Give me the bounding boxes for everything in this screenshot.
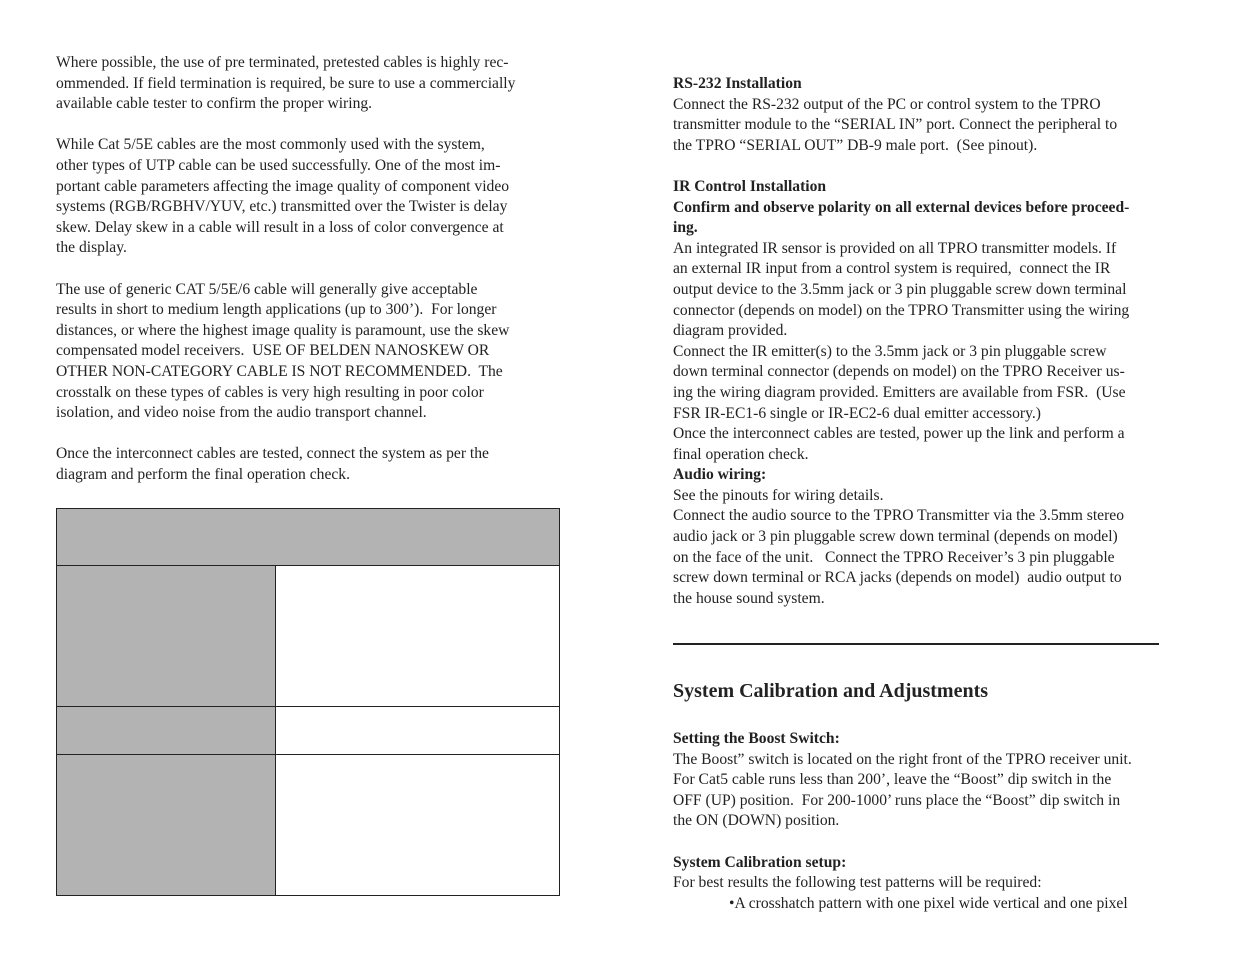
audio-heading: Audio wiring: bbox=[673, 466, 767, 484]
text-line: systems (RGB/RGBHV/YUV, etc.) transmitted over the Twister is delay bbox=[56, 198, 508, 216]
cable-spec-table bbox=[56, 508, 560, 896]
text-line: diagram and perform the final operation check. bbox=[56, 465, 350, 483]
table-row bbox=[57, 707, 559, 755]
text-line: See the pinouts for wiring details. bbox=[673, 486, 884, 504]
spacer bbox=[56, 115, 568, 136]
text-line: compensated model receivers. USE OF BELDEN NANOSKEW OR bbox=[56, 342, 490, 360]
ir-heading: IR Control Installation bbox=[673, 177, 827, 195]
text-line: OTHER NON-CATEGORY CABLE IS NOT RECOMMENDED. The bbox=[56, 362, 503, 380]
text-line: Connect the audio source to the TPRO Transmitter via the 3.5mm stereo bbox=[673, 507, 1125, 525]
table-row bbox=[57, 566, 559, 707]
text-line: Once the interconnect cables are tested, connect the system as per the bbox=[56, 445, 489, 463]
text-line: the ON (DOWN) position. bbox=[673, 812, 840, 830]
table-row bbox=[57, 755, 559, 895]
text-line: output device to the 3.5mm jack or 3 pin pluggable screw down terminal bbox=[673, 280, 1127, 298]
section-title: System Calibration and Adjustments bbox=[673, 680, 989, 702]
table-header bbox=[57, 509, 559, 566]
text-line: distances, or where the highest image quality is paramount, use the skew bbox=[56, 321, 510, 339]
text-line: on the face of the unit. Connect the TPRO Receiver’s 3 pin pluggable bbox=[673, 548, 1115, 566]
text-line: While Cat 5/5E cables are the most commonly used with the system, bbox=[56, 136, 485, 154]
audio-body bbox=[673, 486, 1183, 610]
text-line: The Boost” switch is located on the right front of the TPRO receiver unit. bbox=[673, 750, 1132, 768]
paragraph-cable-types bbox=[56, 135, 568, 259]
text-line: portant cable parameters affecting the image quality of component video bbox=[56, 177, 510, 195]
text-line: For best results the following test patterns will be required: bbox=[673, 874, 1042, 892]
text-line: audio jack or 3 pin pluggable screw down terminal (depends on model) bbox=[673, 528, 1118, 546]
text-line: Connect the IR emitter(s) to the 3.5mm jack or 3 pin pluggable screw bbox=[673, 342, 1107, 360]
horizontal-rule bbox=[673, 643, 1159, 645]
table-cell-label bbox=[57, 707, 276, 754]
text-line: OFF (UP) position. For 200-1000’ runs place the “Boost” dip switch in bbox=[673, 791, 1121, 809]
spacer bbox=[673, 832, 1183, 853]
text-line: crosstalk on these types of cables is very high resulting in poor color bbox=[56, 383, 484, 401]
calibration-heading: System Calibration setup: bbox=[673, 853, 847, 871]
table-cell-value bbox=[276, 707, 559, 754]
spacer bbox=[673, 156, 1183, 177]
ir-warning bbox=[673, 198, 1183, 239]
text-line: transmitter module to the “SERIAL IN” port. Connect the peripheral to bbox=[673, 116, 1118, 134]
text-line: down terminal connector (depends on model) on the TPRO Receiver us- bbox=[673, 363, 1125, 381]
ir-body bbox=[673, 239, 1183, 466]
table-cell-value bbox=[276, 566, 559, 706]
calibration-section bbox=[673, 729, 1183, 914]
text-line: an external IR input from a control system is required, connect the IR bbox=[673, 260, 1111, 278]
text-line: diagram provided. bbox=[673, 322, 788, 340]
text-line: FSR IR-EC1-6 single or IR-EC2-6 dual emitter accessory.) bbox=[673, 404, 1041, 422]
text-line: For Cat5 cable runs less than 200’, leave the “Boost” dip switch in the bbox=[673, 771, 1112, 789]
text-line: available cable tester to confirm the proper wiring. bbox=[56, 95, 373, 113]
text-line: The use of generic CAT 5/5E/6 cable will generally give acceptable bbox=[56, 280, 478, 298]
boost-body bbox=[673, 750, 1183, 832]
rs232-heading: RS-232 Installation bbox=[673, 75, 802, 92]
text-line: results in short to medium length applications (up to 300’). For longer bbox=[56, 301, 497, 319]
text-line: Confirm and observe polarity on all external devices before proceed- bbox=[673, 198, 1130, 216]
text-line: other types of UTP cable can be used successfully. One of the most im- bbox=[56, 156, 501, 174]
boost-heading: Setting the Boost Switch: bbox=[673, 730, 840, 747]
paragraph-connect-system bbox=[56, 444, 568, 485]
paragraph-pre-terminated-cables bbox=[56, 53, 568, 115]
text-line: Where possible, the use of pre terminated, pretested cables is highly rec- bbox=[56, 54, 509, 71]
bullet-item: •A crosshatch pattern with one pixel wide vertical and one pixel bbox=[729, 894, 1128, 912]
text-line: isolation, and video noise from the audio transport channel. bbox=[56, 404, 427, 422]
table-cell-label bbox=[57, 755, 276, 895]
text-line: the TPRO “SERIAL OUT” DB-9 male port. (See pinout). bbox=[673, 136, 1038, 154]
text-line: screw down terminal or RCA jacks (depends on model) audio output to bbox=[673, 569, 1122, 587]
rs232-body bbox=[673, 95, 1183, 157]
paragraph-generic-cable bbox=[56, 280, 568, 424]
text-line: ommended. If field termination is required, be sure to use a commercially bbox=[56, 74, 516, 92]
table-cell-label bbox=[57, 566, 276, 706]
table-cell-value bbox=[276, 755, 559, 895]
text-line: An integrated IR sensor is provided on all TPRO transmitter models. If bbox=[673, 239, 1117, 257]
text-line: ing. bbox=[673, 219, 698, 237]
text-line: final operation check. bbox=[673, 445, 809, 463]
calibration-body bbox=[673, 873, 1183, 914]
text-line: the house sound system. bbox=[673, 589, 825, 607]
spacer bbox=[56, 424, 568, 445]
text-line: connector (depends on model) on the TPRO Transmitter using the wiring bbox=[673, 301, 1130, 319]
text-line: ing the wiring diagram provided. Emitters are available from FSR. (Use bbox=[673, 383, 1126, 401]
left-column bbox=[56, 53, 568, 485]
text-line: Once the interconnect cables are tested, power up the link and perform a bbox=[673, 425, 1125, 443]
right-column bbox=[673, 74, 1183, 609]
text-line: the display. bbox=[56, 239, 127, 257]
spacer bbox=[56, 259, 568, 280]
text-line: skew. Delay skew in a cable will result in a loss of color convergence at bbox=[56, 218, 504, 236]
text-line: Connect the RS-232 output of the PC or control system to the TPRO bbox=[673, 95, 1101, 113]
